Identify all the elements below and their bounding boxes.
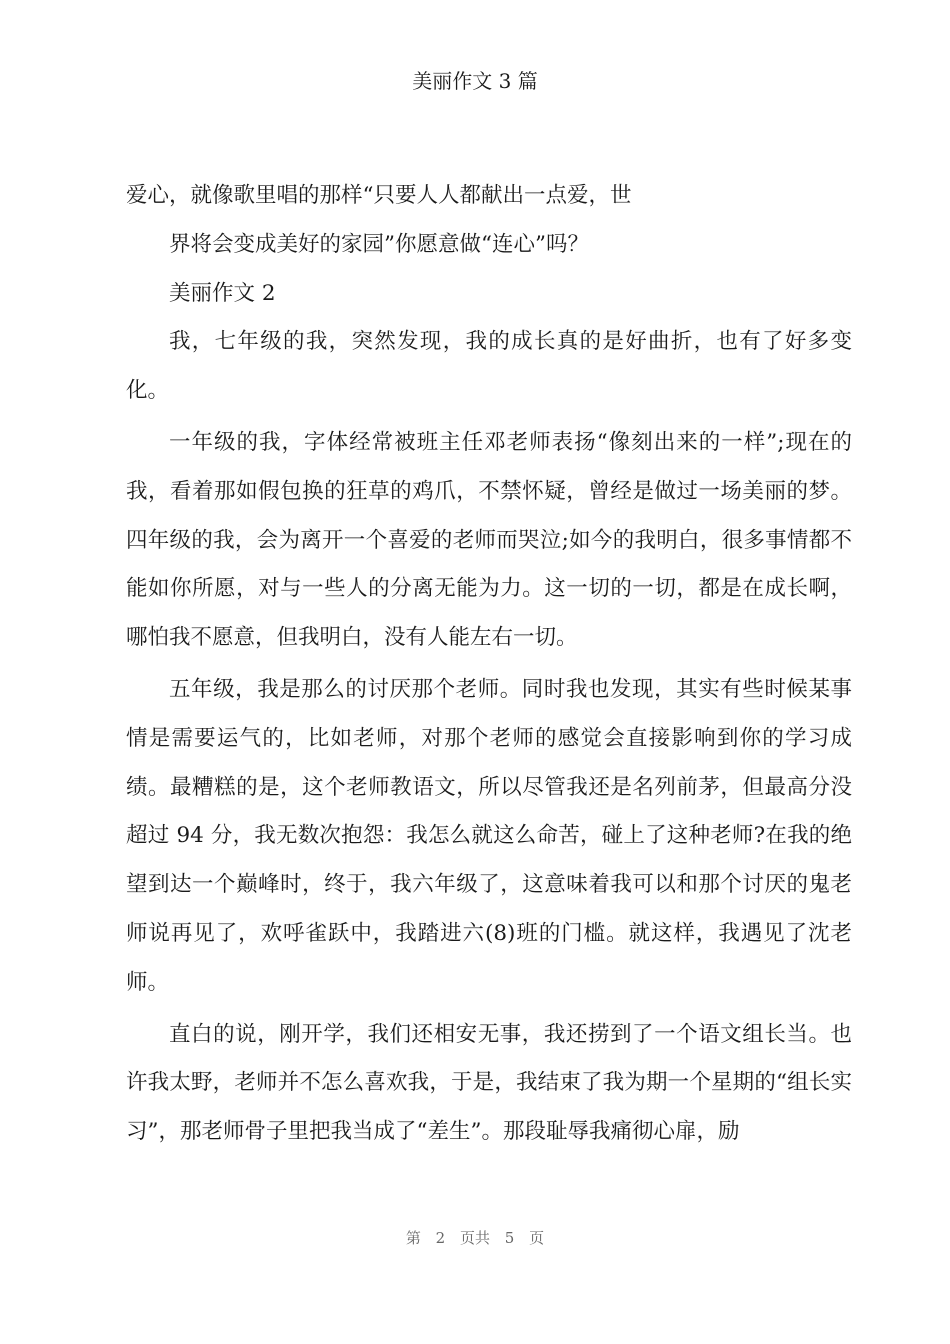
document-body [126, 172, 852, 1157]
page-number: 第 2 页共 5 页 [405, 1229, 545, 1247]
page-title: 美丽作文 3 篇 [412, 69, 538, 93]
paragraph: 我，七年级的我，突然发现，我的成长真的是好曲折，也有了好多变化。 [126, 329, 852, 404]
paragraph: 五年级，我是那么的讨厌那个老师。同时我也发现，其实有些时候某事情是需要运气的，比如老师，对那个老师的感觉会直接影响到你的学习成绩。最糟糕的是，这个老师教语文，所以尽管我还是名列前茅，但最高分没超过 94 分，我无数次抱怨：我怎么就这么命苦，碰上了这种老师?在我的绝望到达一个巅峰时，终于，我六年级了，这意味着我可以和那个讨厌的鬼老师说再见了，欢呼雀跃中，我踏进六(8)班的门槛。就这样，我遇见了沈老师。 [126, 676, 852, 995]
paragraph-continued: 爱心，就像歌里唱的那样“只要人人都献出一点爱，世 [126, 183, 632, 208]
section-heading: 美丽作文 2 [169, 280, 276, 306]
paragraph: 直白的说，刚开学，我们还相安无事，我还捞到了一个语文组长当。也许我太野，老师并不怎么喜欢我，于是，我结束了我为期一个星期的“组长实习”，那老师骨子里把我当成了“差生”。那段耻辱我痛彻心扉，励 [126, 1021, 852, 1145]
paragraph: 界将会变成美好的家园”你愿意做“连心”吗？ [169, 231, 589, 257]
paragraph: 一年级的我，字体经常被班主任邓老师表扬“像刻出来的一样”;现在的我，看着那如假包换的狂草的鸡爪，不禁怀疑，曾经是做过一场美丽的梦。四年级的我，会为离开一个喜爱的老师而哭泣;如今的我明白，很多事情都不能如你所愿，对与一些人的分离无能为力。这一切的一切，都是在成长啊，哪怕我不愿意，但我明白，没有人能左右一切。 [126, 429, 852, 651]
